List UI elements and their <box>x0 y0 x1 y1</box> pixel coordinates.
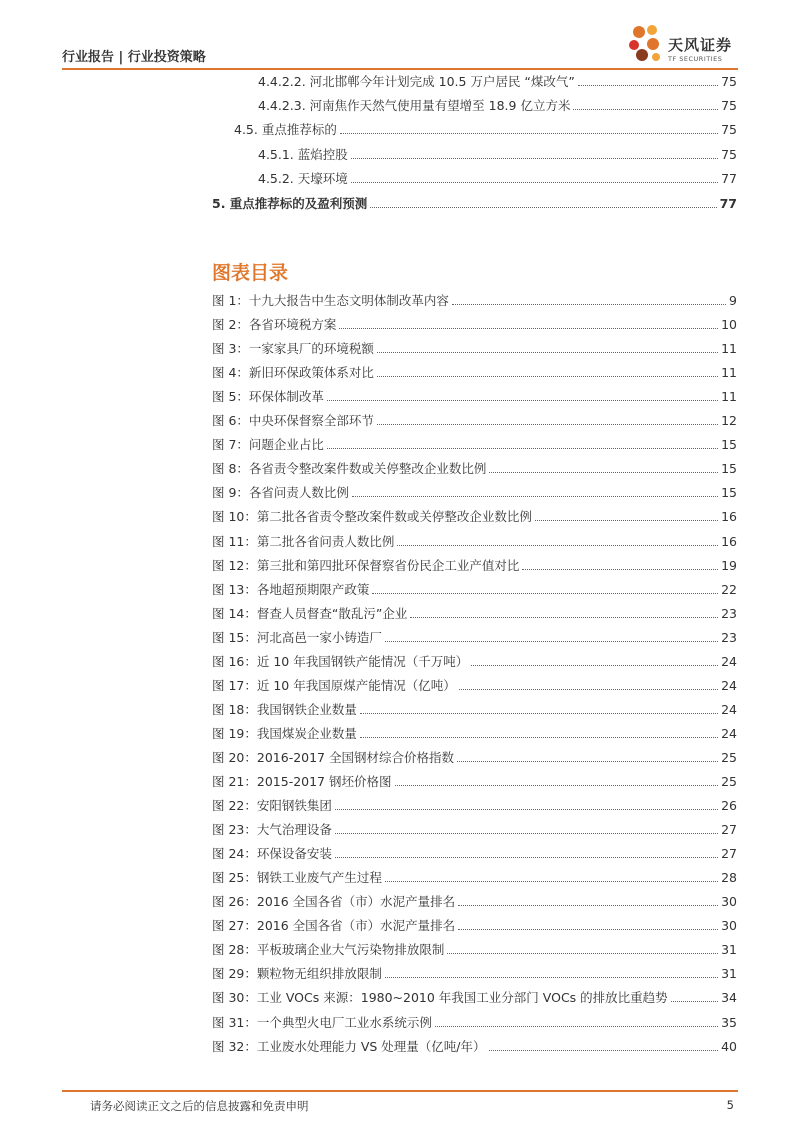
toc-entry-page: 77 <box>721 171 737 186</box>
figure-leader-dots <box>339 327 718 329</box>
figure-entry[interactable] <box>212 794 737 814</box>
figure-leader-dots <box>452 303 726 305</box>
figure-entry-label: 图 4：新旧环保政策体系对比 <box>212 365 374 381</box>
figure-leader-dots <box>471 664 718 666</box>
figure-entry-label: 图 11：第二批各省问责人数比例 <box>212 533 395 549</box>
figure-leader-dots <box>360 736 718 738</box>
figure-leader-dots <box>377 375 718 377</box>
figure-entry[interactable] <box>212 698 737 718</box>
figure-entry-page: 23 <box>721 605 737 621</box>
figure-entry[interactable] <box>212 1011 737 1031</box>
figure-leader-dots <box>327 447 718 449</box>
header-breadcrumb: 行业报告 | 行业投资策略 <box>62 50 206 65</box>
toc-entry[interactable] <box>258 94 737 114</box>
figure-entry-label: 图 31：一个典型火电厂工业水系统示例 <box>212 1014 432 1030</box>
figure-entry[interactable] <box>212 337 737 357</box>
figure-entry[interactable] <box>212 409 737 429</box>
figure-entry-page: 26 <box>721 798 737 814</box>
toc-entry[interactable] <box>212 192 737 212</box>
figure-leader-dots <box>535 519 718 521</box>
toc-entry-label: 4.4.2.3. 河南焦作天然气使用量有望增至 18.9 亿立方米 <box>258 98 571 113</box>
toc-leader-dots <box>578 84 718 86</box>
figure-entry-page: 15 <box>721 485 737 501</box>
figure-entry-label: 图 19：我国煤炭企业数量 <box>212 725 357 741</box>
figure-entry-label: 图 18：我国钢铁企业数量 <box>212 701 357 717</box>
figure-leader-dots <box>458 904 718 906</box>
figure-leader-dots <box>385 880 718 882</box>
figure-entry-page: 19 <box>721 557 737 573</box>
figure-entry[interactable] <box>212 530 737 550</box>
figure-leader-dots <box>489 471 718 473</box>
figure-entry-label: 图 30：工业 VOCs 来源：1980~2010 年我国工业分部门 VOCs 的排放比重趋势 <box>212 990 668 1006</box>
figure-entry[interactable] <box>212 914 737 934</box>
figure-entry-label: 图 5：环保体制改革 <box>212 389 324 405</box>
figure-entry-page: 30 <box>721 918 737 934</box>
toc-entry-page: 75 <box>721 74 737 89</box>
figure-entry[interactable] <box>212 433 737 453</box>
figure-entry-label: 图 13：各地超预期限产政策 <box>212 581 370 597</box>
figure-entry[interactable] <box>212 722 737 742</box>
toc-entry[interactable] <box>234 118 737 138</box>
figure-entry-page: 35 <box>721 1014 737 1030</box>
figure-entry-page: 12 <box>721 413 737 429</box>
figure-entry-label: 图 14：督查人员督查“散乱污”企业 <box>212 605 408 621</box>
figure-entry-page: 11 <box>721 341 737 357</box>
figure-entry-page: 15 <box>721 461 737 477</box>
figure-entry-page: 10 <box>721 317 737 333</box>
toc-entry-page: 77 <box>719 196 737 211</box>
footer-disclaimer: 请务必阅读正文之后的信息披露和免责申明 <box>90 1099 309 1113</box>
figure-leader-dots <box>377 351 718 353</box>
figure-entry[interactable] <box>212 1035 737 1055</box>
toc-entry-page: 75 <box>721 122 737 137</box>
page-number: 5 <box>726 1098 734 1112</box>
figure-entry-label: 图 22：安阳钢铁集团 <box>212 798 332 814</box>
figure-entry-label: 图 26：2016 全国各省（市）水泥产量排名 <box>212 894 456 910</box>
figure-entry[interactable] <box>212 554 737 574</box>
figure-entry[interactable] <box>212 986 737 1006</box>
toc-entry[interactable] <box>258 143 737 163</box>
toc-entry-page: 75 <box>721 147 737 162</box>
figure-leader-dots <box>397 544 718 546</box>
figure-entry-label: 图 12：第三批和第四批环保督察省份民企工业产值对比 <box>212 557 520 573</box>
figure-entry-label: 图 16：近 10 年我国钢铁产能情况（千万吨） <box>212 653 469 669</box>
figure-entry-label: 图 17：近 10 年我国原煤产能情况（亿吨） <box>212 677 456 693</box>
toc-entry-label: 4.4.2.2. 河北邯郸今年计划完成 10.5 万户居民 “煤改气” <box>258 74 575 89</box>
figure-entry-page: 24 <box>721 725 737 741</box>
figure-leader-dots <box>395 784 719 786</box>
figure-entry[interactable] <box>212 818 737 838</box>
figure-entry-label: 图 24：环保设备安装 <box>212 846 332 862</box>
figure-entry-label: 图 8：各省责令整改案件数或关停整改企业数比例 <box>212 461 487 477</box>
figure-leader-dots <box>360 712 718 714</box>
figure-entry-page: 22 <box>721 581 737 597</box>
figure-entry-page: 16 <box>721 509 737 525</box>
figure-entry-page: 24 <box>721 677 737 693</box>
figure-entry-label: 图 10：第二批各省责令整改案件数或关停整改企业数比例 <box>212 509 532 525</box>
figure-entry-label: 图 3：一家家具厂的环境税额 <box>212 341 374 357</box>
figure-leader-dots <box>372 592 718 594</box>
figure-entry-page: 27 <box>721 822 737 838</box>
figure-leader-dots <box>489 1049 719 1051</box>
figure-entry-label: 图 2：各省环境税方案 <box>212 317 337 333</box>
figure-leader-dots <box>410 616 718 618</box>
figure-leader-dots <box>335 856 718 858</box>
figure-entry[interactable] <box>212 746 737 766</box>
figure-entry-page: 25 <box>721 749 737 765</box>
figure-leader-dots <box>435 1025 718 1027</box>
figure-entry-label: 图 20：2016-2017 全国钢材综合价格指数 <box>212 749 454 765</box>
figure-entry-label: 图 27：2016 全国各省（市）水泥产量排名 <box>212 918 456 934</box>
figure-leader-dots <box>385 976 718 978</box>
figure-leader-dots <box>335 832 718 834</box>
footer-divider <box>62 1090 738 1092</box>
toc-leader-dots <box>351 181 718 183</box>
toc-entry-page: 75 <box>721 98 737 113</box>
figure-entry-page: 24 <box>721 701 737 717</box>
figure-entry-label: 图 7：问题企业占比 <box>212 437 324 453</box>
figure-entry[interactable] <box>212 890 737 910</box>
toc-entry-label: 4.5. 重点推荐标的 <box>234 122 337 137</box>
figure-entry-page: 25 <box>721 774 737 789</box>
figure-entry[interactable] <box>212 481 737 501</box>
figure-leader-dots <box>522 568 718 570</box>
figure-entry[interactable] <box>212 938 737 958</box>
figure-entry-page: 31 <box>721 966 737 982</box>
toc-entry-label: 4.5.1. 蓝焰控股 <box>258 147 348 162</box>
figure-entry[interactable] <box>212 505 737 525</box>
figure-entry-page: 28 <box>721 870 737 886</box>
toc-entry-label: 5. 重点推荐标的及盈利预测 <box>212 196 368 211</box>
figure-entry[interactable] <box>212 626 737 646</box>
figure-entry-page: 23 <box>721 629 737 645</box>
toc-entry-label: 4.5.2. 天壕环境 <box>258 171 348 186</box>
figure-leader-dots <box>335 808 718 810</box>
toc-entry[interactable] <box>258 167 737 187</box>
figure-entry-label: 图 32：工业废水处理能力 VS 处理量（亿吨/年） <box>212 1038 486 1054</box>
company-logo <box>626 22 746 66</box>
figure-leader-dots <box>447 952 718 954</box>
figure-entry-label: 图 15：河北高邑一家小铸造厂 <box>212 629 382 645</box>
figure-entry-label: 图 9：各省问责人数比例 <box>212 485 349 501</box>
figure-entry[interactable] <box>212 674 737 694</box>
figure-leader-dots <box>352 495 718 497</box>
figure-entry-page: 34 <box>721 990 737 1006</box>
figure-entry-page: 30 <box>721 894 737 910</box>
figure-entry-page: 9 <box>729 293 737 308</box>
logo-text-cn: 天风证券 <box>668 36 733 54</box>
figure-leader-dots <box>459 688 718 690</box>
figure-entry[interactable] <box>212 770 737 790</box>
figure-entry-label: 图 1：十九大报告中生态文明体制改革内容 <box>212 293 449 308</box>
figure-entry-label: 图 28：平板玻璃企业大气污染物排放限制 <box>212 942 445 958</box>
figure-entry[interactable] <box>212 842 737 862</box>
logo-flower-icon <box>626 22 666 66</box>
toc-leader-dots <box>573 108 718 110</box>
figure-entry-page: 16 <box>721 533 737 549</box>
figure-entry[interactable] <box>212 385 737 405</box>
figure-entry-label: 图 29：颗粒物无组织排放限制 <box>212 966 382 982</box>
figure-leader-dots <box>457 760 718 762</box>
figure-entry-label: 图 23：大气治理设备 <box>212 822 332 838</box>
toc-leader-dots <box>370 206 716 208</box>
figure-entry[interactable] <box>212 361 737 381</box>
figure-entry[interactable] <box>212 578 737 598</box>
figure-entry[interactable] <box>212 313 737 333</box>
figure-entry[interactable] <box>212 650 737 670</box>
figure-entry-label: 图 25：钢铁工业废气产生过程 <box>212 870 382 886</box>
figure-entry-page: 40 <box>721 1038 737 1054</box>
figure-entry-label: 图 6：中央环保督察全部环节 <box>212 413 374 429</box>
logo-text-en: TF SECURITIES <box>668 55 723 63</box>
figures-title: 图表目录 <box>212 262 289 284</box>
figure-entry-page: 31 <box>721 942 737 958</box>
toc-leader-dots <box>351 157 718 159</box>
figure-entry[interactable] <box>212 289 737 309</box>
figure-entry[interactable] <box>212 602 737 622</box>
figure-entry-page: 11 <box>721 365 737 381</box>
figure-leader-dots <box>385 640 718 642</box>
figure-entry[interactable] <box>212 457 737 477</box>
figure-entry-page: 24 <box>721 653 737 669</box>
figure-entry-page: 15 <box>721 437 737 453</box>
toc-entry[interactable] <box>258 70 737 90</box>
figure-entry-label: 图 21：2015-2017 钢坯价格图 <box>212 774 392 789</box>
figure-entry[interactable] <box>212 866 737 886</box>
figure-leader-dots <box>458 928 718 930</box>
figure-leader-dots <box>327 399 718 401</box>
figure-entry-page: 27 <box>721 846 737 862</box>
figure-leader-dots <box>671 1000 718 1002</box>
toc-leader-dots <box>340 132 718 134</box>
figure-entry[interactable] <box>212 962 737 982</box>
figure-leader-dots <box>377 423 718 425</box>
figure-entry-page: 11 <box>721 389 737 405</box>
